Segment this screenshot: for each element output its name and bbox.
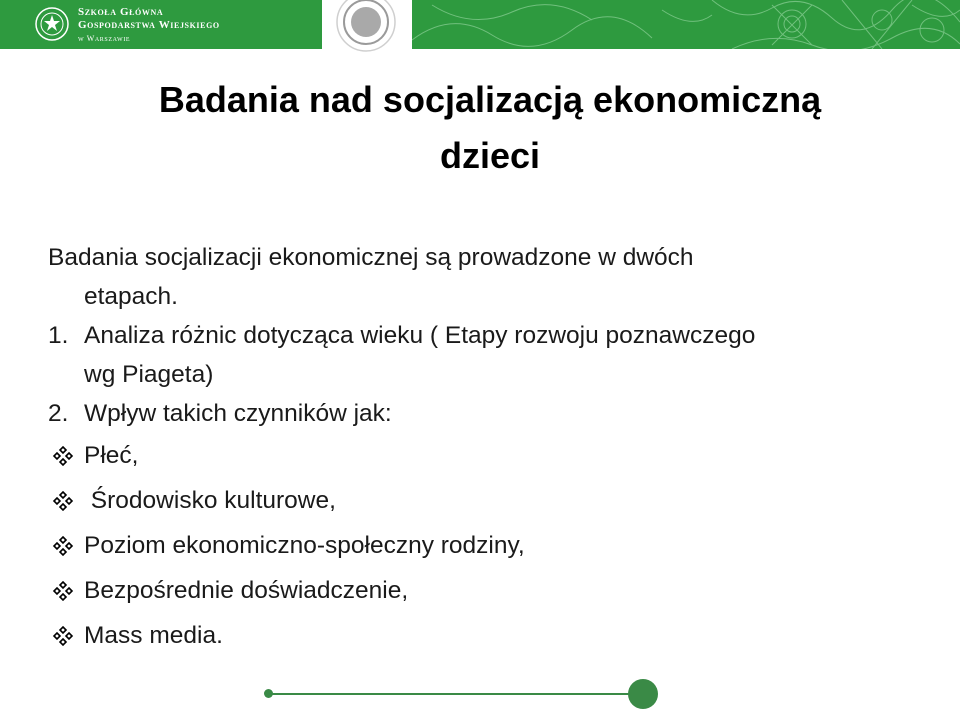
logo-line-2: Gospodarstwa Wiejskiego: [78, 19, 220, 31]
numbered-item-text: Analiza różnic dotycząca wieku ( Etapy rozwoju poznawczego: [84, 322, 756, 349]
bullet-item-poziom: [48, 523, 928, 568]
bullet-item-srodowisko: [48, 478, 928, 523]
target-circle-icon: [334, 0, 398, 52]
numbered-item-1: [48, 316, 928, 355]
bullet-item-text: Środowisko kulturowe,: [84, 487, 336, 514]
university-crest-icon: [34, 6, 70, 42]
logo-line-1: Szkoła Główna: [78, 6, 164, 18]
title-line-2: dzieci: [439, 135, 541, 176]
footer-large-dot-icon: [628, 679, 658, 709]
header-band-right: [412, 0, 960, 49]
bullet-item-doswiadczenie: [48, 568, 928, 613]
bullet-item-text: Bezpośrednie doświadczenie,: [84, 577, 409, 604]
slide-body: [48, 238, 928, 658]
bullet-item-text: Płeć,: [84, 442, 139, 469]
four-diamond-bullet-icon: [48, 536, 78, 556]
bullet-item-media: [48, 613, 928, 658]
footer-small-dot-icon: [264, 689, 273, 698]
bullet-item-plec: [48, 433, 928, 478]
bullet-item-text: Mass media.: [84, 622, 223, 649]
decorative-pattern-icon: [412, 0, 960, 49]
university-logo-text: [78, 6, 220, 45]
four-diamond-bullet-icon: [48, 446, 78, 466]
bullet-item-text: Poziom ekonomiczno-społeczny rodziny,: [84, 532, 525, 559]
numbered-item-number: 1.: [48, 322, 69, 349]
four-diamond-bullet-icon: [48, 491, 78, 511]
four-diamond-bullet-icon: [48, 581, 78, 601]
numbered-item-1-continuation: wg Piageta): [84, 361, 214, 388]
slide-title: [60, 72, 920, 184]
footer-divider-line: [268, 693, 638, 695]
numbered-item-2: [48, 394, 928, 433]
title-line-1: Badania nad socjalizacją ekonomiczną: [158, 79, 822, 120]
four-diamond-bullet-icon: [48, 626, 78, 646]
header-band: [0, 0, 960, 49]
numbered-item-text: Wpływ takich czynników jak:: [84, 400, 392, 427]
header-band-left: [0, 0, 322, 49]
intro-line-2: etapach.: [84, 283, 178, 310]
logo-line-3: w Warszawie: [78, 34, 131, 43]
intro-line-1: Badania socjalizacji ekonomicznej są prowadzone w dwóch: [48, 244, 694, 271]
numbered-item-number: 2.: [48, 400, 69, 427]
